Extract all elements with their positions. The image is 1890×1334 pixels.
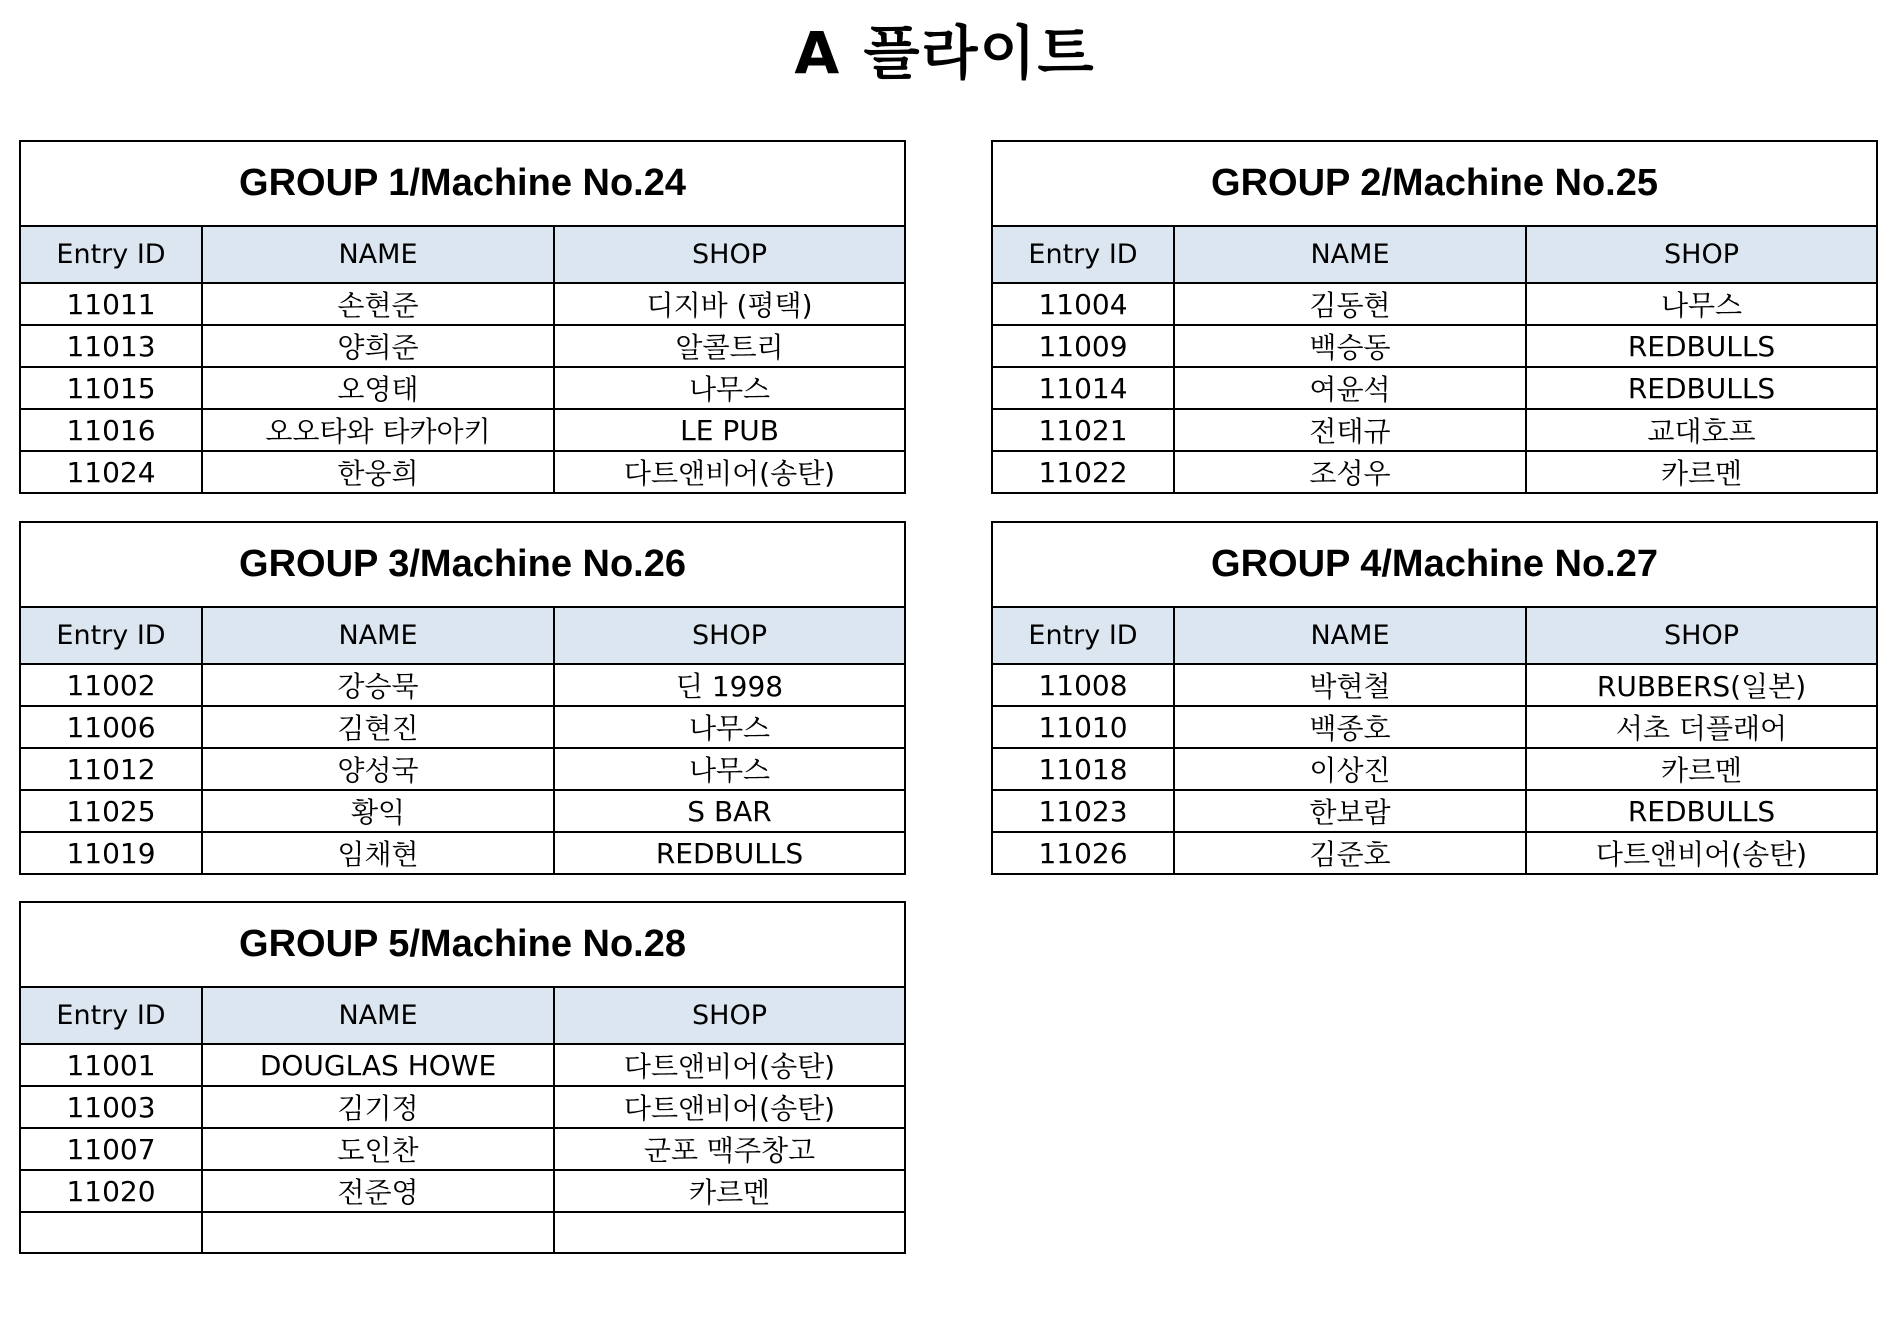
name-cell: 조성우: [1174, 451, 1526, 492]
table-row: [993, 367, 1876, 409]
name-cell: 백승동: [1174, 325, 1526, 367]
shop-cell: 카르멘: [554, 1170, 904, 1212]
entry-id-cell: 11020: [21, 1170, 202, 1212]
entry-id-cell: 11007: [21, 1128, 202, 1170]
table-row: [21, 748, 904, 790]
group-title: GROUP 5/Machine No.28: [21, 903, 904, 987]
shop-cell: RUBBERS(일본): [1526, 664, 1876, 706]
entry-id-cell: 11011: [21, 283, 202, 325]
table-row: [21, 1128, 904, 1170]
entry-id-cell: 11012: [21, 748, 202, 790]
shop-cell: REDBULLS: [1526, 790, 1876, 832]
entry-id-cell: 11021: [993, 409, 1174, 451]
page-title: A 플라이트: [794, 19, 1096, 87]
name-cell: 오영태: [202, 367, 554, 409]
column-header-shop: SHOP: [554, 226, 904, 283]
shop-cell: 다트앤비어(송탄): [554, 1044, 904, 1086]
shop-cell: 알콜트리: [554, 325, 904, 367]
name-cell: 김기정: [202, 1086, 554, 1128]
name-cell: 한웅희: [202, 451, 554, 492]
column-header-name: NAME: [1174, 226, 1526, 283]
table-row: [21, 1170, 904, 1212]
group-4-table: [991, 521, 1878, 875]
name-cell: 이상진: [1174, 748, 1526, 790]
entry-id-cell: 11014: [993, 367, 1174, 409]
column-header-entry-id: Entry ID: [21, 987, 202, 1044]
column-header-name: NAME: [202, 987, 554, 1044]
shop-cell: 나무스: [554, 706, 904, 748]
name-cell: 박현철: [1174, 664, 1526, 706]
shop-cell: [554, 1212, 904, 1252]
column-header-name: NAME: [202, 226, 554, 283]
name-cell: 김현진: [202, 706, 554, 748]
shop-cell: LE PUB: [554, 409, 904, 451]
entry-id-cell: 11002: [21, 664, 202, 706]
shop-cell: REDBULLS: [554, 832, 904, 873]
entry-id-cell: 11019: [21, 832, 202, 873]
entry-id-cell: 11018: [993, 748, 1174, 790]
entry-id-cell: 11004: [993, 283, 1174, 325]
table-row: [993, 325, 1876, 367]
shop-cell: 딘 1998: [554, 664, 904, 706]
entry-id-cell: 11009: [993, 325, 1174, 367]
group-title: GROUP 2/Machine No.25: [993, 142, 1876, 226]
name-cell: 강승묵: [202, 664, 554, 706]
entry-id-cell: 11013: [21, 325, 202, 367]
name-cell: 양희준: [202, 325, 554, 367]
shop-cell: 군포 맥주창고: [554, 1128, 904, 1170]
name-cell: 양성국: [202, 748, 554, 790]
name-cell: 한보람: [1174, 790, 1526, 832]
name-cell: 김동현: [1174, 283, 1526, 325]
entry-id-cell: 11023: [993, 790, 1174, 832]
group-title: GROUP 3/Machine No.26: [21, 523, 904, 607]
group-title: GROUP 4/Machine No.27: [993, 523, 1876, 607]
table-row: [21, 832, 904, 873]
entry-id-cell: 11006: [21, 706, 202, 748]
column-header-name: NAME: [1174, 607, 1526, 664]
table-row: [21, 367, 904, 409]
table-row: [21, 409, 904, 451]
column-header-entry-id: Entry ID: [21, 607, 202, 664]
shop-cell: 다트앤비어(송탄): [1526, 832, 1876, 873]
table-row: [993, 451, 1876, 492]
table-row: [21, 1044, 904, 1086]
name-cell: 황익: [202, 790, 554, 832]
shop-cell: 나무스: [1526, 283, 1876, 325]
group-1-table: [19, 140, 906, 494]
group-title: GROUP 1/Machine No.24: [21, 142, 904, 226]
group-5-table: [19, 901, 906, 1254]
column-header-entry-id: Entry ID: [21, 226, 202, 283]
table-row: [21, 451, 904, 492]
name-cell: 오오타와 타카아키: [202, 409, 554, 451]
shop-cell: 디지바 (평택): [554, 283, 904, 325]
shop-cell: REDBULLS: [1526, 325, 1876, 367]
shop-cell: 서초 더플래어: [1526, 706, 1876, 748]
table-row: [993, 409, 1876, 451]
table-row: [21, 325, 904, 367]
entry-id-cell: 11022: [993, 451, 1174, 492]
column-header-entry-id: Entry ID: [993, 226, 1174, 283]
entry-id-cell: [21, 1212, 202, 1252]
group-3-table: [19, 521, 906, 875]
shop-cell: 교대호프: [1526, 409, 1876, 451]
name-cell: [202, 1212, 554, 1252]
shop-cell: S BAR: [554, 790, 904, 832]
entry-id-cell: 11024: [21, 451, 202, 492]
entry-id-cell: 11025: [21, 790, 202, 832]
shop-cell: 카르멘: [1526, 748, 1876, 790]
shop-cell: REDBULLS: [1526, 367, 1876, 409]
shop-cell: 나무스: [554, 367, 904, 409]
name-cell: 여윤석: [1174, 367, 1526, 409]
column-header-shop: SHOP: [554, 607, 904, 664]
table-row: [993, 706, 1876, 748]
table-row: [993, 748, 1876, 790]
entry-id-cell: 11010: [993, 706, 1174, 748]
column-header-shop: SHOP: [1526, 607, 1876, 664]
entry-id-cell: 11026: [993, 832, 1174, 873]
shop-cell: 나무스: [554, 748, 904, 790]
table-row: [21, 664, 904, 706]
column-header-entry-id: Entry ID: [993, 607, 1174, 664]
table-row: [21, 1212, 904, 1252]
shop-cell: 다트앤비어(송탄): [554, 1086, 904, 1128]
column-header-shop: SHOP: [554, 987, 904, 1044]
name-cell: 도인찬: [202, 1128, 554, 1170]
name-cell: DOUGLAS HOWE: [202, 1044, 554, 1086]
table-row: [21, 283, 904, 325]
entry-id-cell: 11003: [21, 1086, 202, 1128]
name-cell: 손현준: [202, 283, 554, 325]
shop-cell: 다트앤비어(송탄): [554, 451, 904, 492]
entry-id-cell: 11008: [993, 664, 1174, 706]
name-cell: 전준영: [202, 1170, 554, 1212]
name-cell: 임채현: [202, 832, 554, 873]
shop-cell: 카르멘: [1526, 451, 1876, 492]
table-row: [21, 1086, 904, 1128]
table-row: [993, 832, 1876, 873]
name-cell: 전태규: [1174, 409, 1526, 451]
entry-id-cell: 11015: [21, 367, 202, 409]
group-2-table: [991, 140, 1878, 494]
entry-id-cell: 11001: [21, 1044, 202, 1086]
table-row: [21, 706, 904, 748]
entry-id-cell: 11016: [21, 409, 202, 451]
table-row: [993, 790, 1876, 832]
name-cell: 김준호: [1174, 832, 1526, 873]
table-row: [21, 790, 904, 832]
column-header-name: NAME: [202, 607, 554, 664]
column-header-shop: SHOP: [1526, 226, 1876, 283]
name-cell: 백종호: [1174, 706, 1526, 748]
table-row: [993, 664, 1876, 706]
table-row: [993, 283, 1876, 325]
